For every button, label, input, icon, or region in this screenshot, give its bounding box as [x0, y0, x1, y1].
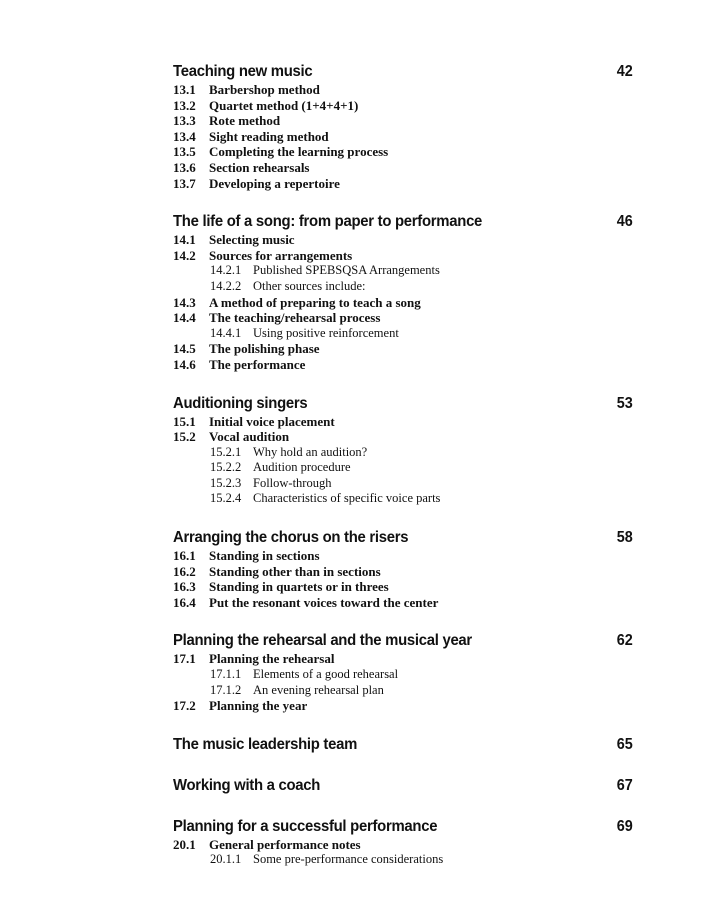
toc-chapter: [173, 631, 633, 713]
section-title: Other sources include:: [253, 278, 366, 293]
chapter-title: Arranging the chorus on the risers: [173, 529, 409, 547]
section-number: 17.1.1: [210, 667, 242, 682]
section-title: Planning the rehearsal: [209, 651, 335, 667]
section-number: 14.4.1: [210, 325, 242, 340]
chapter-title: The music leadership team: [173, 735, 358, 753]
chapter-heading: [173, 212, 633, 232]
toc-section: [173, 82, 633, 98]
chapter-page-number: 69: [616, 817, 633, 835]
section-number: 15.2.1: [210, 444, 242, 459]
toc-section: [173, 548, 633, 564]
section-title: Put the resonant voices toward the center: [209, 594, 439, 610]
chapter-heading: [173, 62, 633, 82]
toc-subsection: [173, 476, 633, 492]
section-title: The performance: [209, 356, 306, 372]
chapter-heading: [173, 735, 633, 755]
section-number: 14.5: [173, 341, 196, 357]
section-number: 14.2: [173, 247, 196, 263]
chapter-page-number: 46: [616, 213, 633, 231]
toc-section: [173, 595, 633, 611]
section-number: 14.6: [173, 356, 196, 372]
toc-subsection: [173, 667, 633, 683]
section-title: A method of preparing to teach a song: [209, 294, 421, 310]
section-number: 16.2: [173, 563, 196, 579]
chapter-title: Teaching new music: [173, 63, 313, 80]
section-number: 14.2.2: [210, 278, 242, 293]
section-title: Why hold an audition?: [253, 444, 368, 459]
section-title: Using positive reinforcement: [253, 325, 399, 340]
toc-section: [173, 98, 633, 114]
section-title: Elements of a good rehearsal: [253, 667, 399, 682]
chapter-heading: [173, 394, 633, 414]
section-title: Planning the year: [209, 698, 308, 714]
toc-section: [173, 113, 633, 129]
section-number: 16.4: [173, 594, 196, 610]
chapter-heading: [173, 776, 633, 796]
toc-chapter: [173, 62, 633, 191]
toc-subsection: [173, 279, 633, 295]
toc-section: [173, 310, 633, 326]
chapter-title: Working with a coach: [173, 776, 321, 794]
section-number: 13.1: [173, 82, 196, 97]
chapter-title: Planning for a successful performance: [173, 817, 438, 835]
section-title: Barbershop method: [209, 82, 320, 97]
toc-section: [173, 651, 633, 667]
section-number: 14.4: [173, 310, 196, 326]
section-number: 15.2.2: [210, 460, 242, 475]
section-number: 20.1.1: [210, 852, 242, 867]
section-title: Follow-through: [253, 475, 332, 490]
section-number: 14.3: [173, 294, 196, 310]
section-title: General performance notes: [209, 836, 361, 852]
section-title: Audition procedure: [253, 460, 351, 475]
toc-section: [173, 248, 633, 264]
section-title: Completing the learning process: [209, 144, 389, 160]
section-number: 14.1: [173, 232, 196, 248]
section-title: Selecting music: [209, 232, 295, 248]
section-number: 15.1: [173, 413, 196, 429]
toc-section: [173, 564, 633, 580]
toc-section: [173, 295, 633, 311]
toc-subsection: [173, 460, 633, 476]
toc-section: [173, 341, 633, 357]
section-number: 13.6: [173, 159, 196, 175]
chapter-heading: [173, 528, 633, 548]
toc-subsection: [173, 445, 633, 461]
toc-subsection: [173, 326, 633, 342]
section-number: 15.2.4: [210, 491, 242, 506]
toc-chapter: [173, 528, 633, 610]
section-number: 17.2: [173, 698, 196, 714]
chapter-page-number: 53: [616, 394, 633, 412]
section-title: The polishing phase: [209, 341, 320, 357]
section-number: 14.2.1: [210, 263, 242, 278]
section-title: Sight reading method: [209, 128, 329, 144]
toc-subsection: [173, 263, 633, 279]
section-title: Standing in sections: [209, 548, 320, 564]
section-title: Initial voice placement: [209, 413, 335, 429]
section-title: Standing other than in sections: [209, 563, 381, 579]
section-number: 17.1.2: [210, 682, 242, 697]
chapter-page-number: 67: [616, 776, 633, 794]
section-number: 13.5: [173, 144, 196, 160]
toc-section: [173, 698, 633, 714]
section-number: 15.2.3: [210, 475, 242, 490]
chapter-heading: [173, 817, 633, 837]
section-title: Characteristics of specific voice parts: [253, 491, 441, 506]
chapter-page-number: 65: [616, 735, 633, 753]
section-title: Published SPEBSQSA Arrangements: [253, 263, 440, 278]
toc-section: [173, 429, 633, 445]
toc-section: [173, 129, 633, 145]
section-number: 13.7: [173, 175, 196, 191]
section-number: 13.2: [173, 97, 196, 113]
section-number: 20.1: [173, 836, 196, 852]
toc-section: [173, 160, 633, 176]
toc-chapter: [173, 817, 633, 868]
section-number: 15.2: [173, 429, 196, 445]
section-title: Developing a repertoire: [209, 175, 340, 191]
chapter-title: The life of a song: from paper to performance: [173, 213, 483, 231]
toc-section: [173, 232, 633, 248]
chapter-page-number: 42: [616, 63, 633, 80]
toc-chapter: [173, 735, 633, 755]
chapter-title: Auditioning singers: [173, 394, 308, 412]
section-title: Rote method: [209, 113, 281, 129]
toc-chapter: [173, 394, 633, 508]
section-title: Standing in quartets or in threes: [209, 579, 389, 595]
section-title: Some pre-performance considerations: [253, 852, 444, 867]
toc-section: [173, 176, 633, 192]
section-number: 13.4: [173, 128, 196, 144]
toc-subsection: [173, 852, 633, 868]
toc-section: [173, 579, 633, 595]
section-number: 17.1: [173, 651, 196, 667]
toc-section: [173, 837, 633, 853]
section-number: 16.1: [173, 548, 196, 564]
section-number: 16.3: [173, 579, 196, 595]
section-title: Quartet method (1+4+4+1): [209, 97, 359, 113]
table-of-contents: [173, 62, 633, 868]
section-number: 13.3: [173, 113, 196, 129]
section-title: An evening rehearsal plan: [253, 682, 384, 697]
chapter-title: Planning the rehearsal and the musical year: [173, 632, 472, 650]
toc-section: [173, 357, 633, 373]
section-title: Sources for arrangements: [209, 247, 353, 263]
section-title: The teaching/rehearsal process: [209, 310, 381, 326]
toc-section: [173, 144, 633, 160]
toc-section: [173, 414, 633, 430]
toc-subsection: [173, 683, 633, 699]
chapter-page-number: 62: [616, 632, 633, 650]
section-title: Section rehearsals: [209, 159, 310, 175]
chapter-heading: [173, 631, 633, 651]
section-title: Vocal audition: [209, 429, 290, 445]
chapter-page-number: 58: [616, 529, 633, 547]
toc-chapter: [173, 212, 633, 372]
toc-subsection: [173, 491, 633, 507]
toc-chapter: [173, 776, 633, 796]
